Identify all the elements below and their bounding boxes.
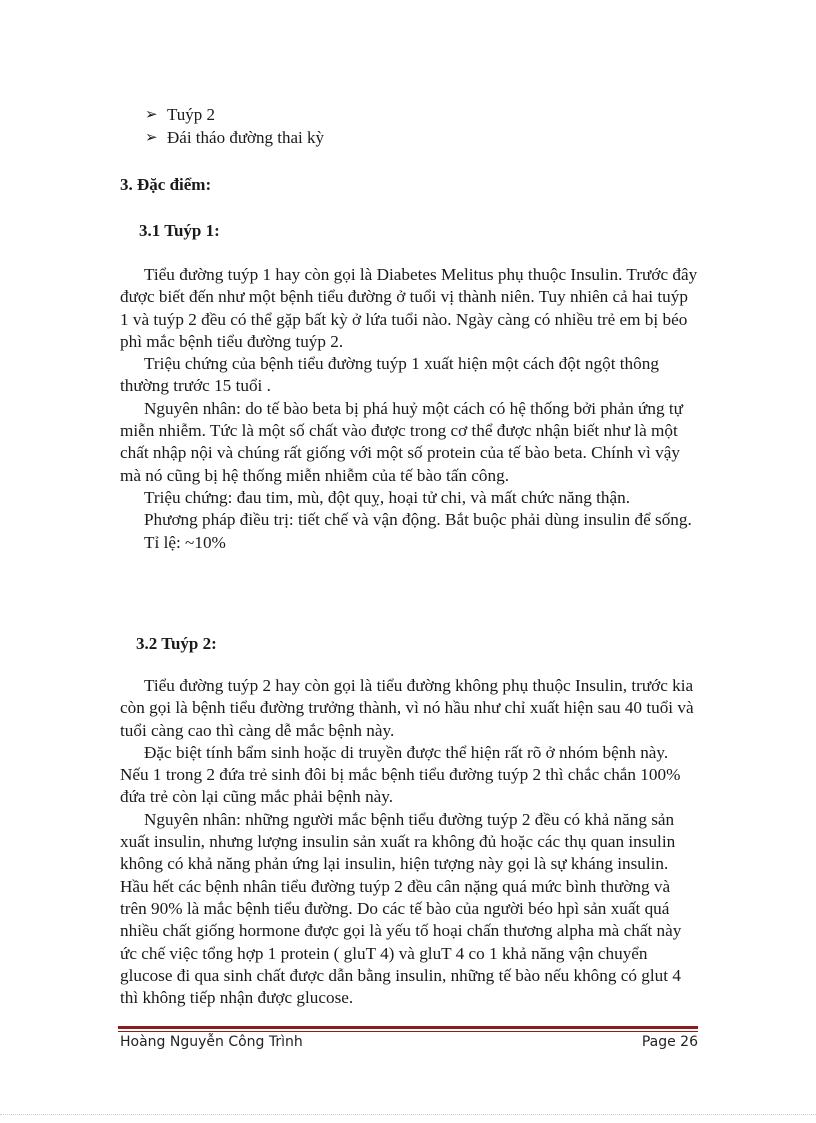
paragraph: Tiểu đường tuýp 1 hay còn gọi là Diabetes Melitus phụ thuộc Insulin. Trước đây được biết đến như một bệnh tiểu đường ở tuổi vị thành niên. Tuy nhiên cả hai tuýp 1 và tuýp 2 đều có thể gặp bất kỳ ở lứa tuổi nào. Ngày càng có nhiều trẻ em bị béo phì mắc bệnh tiểu đường tuýp 2. bbox=[120, 265, 698, 351]
paragraph: Triệu chứng của bệnh tiểu đường tuýp 1 xuất hiện một cách đột ngột thông thường trước 15 tuổi . bbox=[120, 354, 659, 396]
paragraph: Nguyên nhân: những người mắc bệnh tiểu đường tuýp 2 đều có khả năng sản xuất insulin, nhưng lượng insulin sản xuất ra không đủ hoặc các thụ quan insulin không có khả năng phản ứng lại insulin, hiện tượng này gọi là sự kháng insulin. Hầu hết các bệnh nhân tiểu đường tuýp 2 đều cân nặng quá mức bình thường và trên 90% là mắc bệnh tiểu đường. Do các tế bào của người béo hpì sản xuất quá nhiều chất giống hormone được gọi là yếu tố hoại chấn thương alpha mà chất này ức chế việc tổng hợp 1 protein ( gluT 4) và gluT 4 co 1 khả năng vận chuyển glucose đi qua sinh chất được dẫn bằng insulin, những tế bào nếu không có glut 4 thì không tiếp nhận được glucose. bbox=[120, 809, 682, 1008]
type2-body bbox=[120, 675, 700, 1009]
footer-author: Hoàng Nguyễn Công Trình bbox=[120, 1034, 303, 1050]
paragraph: Triệu chứng: đau tim, mù, đột quỵ, hoại tử chi, và mất chức năng thận. bbox=[144, 487, 631, 507]
subsection-heading-type2: 3.2 Tuýp 2: bbox=[136, 634, 217, 653]
type1-body bbox=[120, 264, 700, 554]
paragraph: Đặc biệt tính bẩm sinh hoặc di truyền được thể hiện rất rõ ở nhóm bệnh này. Nếu 1 trong 2 đứa trẻ sinh đôi bị mắc bệnh tiểu đường tuýp 2 thì chắc chắn 100% đứa trẻ còn lại cũng mắc phải bệnh này. bbox=[120, 742, 681, 807]
list-item-text: Đái tháo đường thai kỳ bbox=[167, 128, 325, 147]
page-number: Page 26 bbox=[641, 1034, 698, 1050]
list-item bbox=[145, 104, 215, 126]
list-item-text: Tuýp 2 bbox=[167, 105, 216, 124]
section-heading: 3. Đặc điểm: bbox=[120, 175, 212, 194]
paragraph: Phương pháp điều trị: tiết chế và vận động. Bắt buộc phải dùng insulin để sống. bbox=[144, 510, 692, 530]
paragraph: Tiểu đường tuýp 2 hay còn gọi là tiểu đường không phụ thuộc Insulin, trước kia còn gọi là bệnh tiểu đường trưởng thành, vì nó hầu như chỉ xuất hiện sau 40 tuổi và tuổi càng cao thì càng dễ mắc bệnh này. bbox=[120, 676, 694, 740]
arrow-bullet-icon: ➢ bbox=[145, 130, 158, 146]
paragraph: Tỉ lệ: ~10% bbox=[144, 532, 226, 552]
footer-rule-thin bbox=[118, 1031, 698, 1032]
subsection-heading-type1: 3.1 Tuýp 1: bbox=[139, 221, 220, 240]
paragraph: Nguyên nhân: do tế bào beta bị phá huỷ một cách có hệ thống bởi phản ứng tự miễn nhiễm. Tức là một số chất vào được trong cơ thể được nhận biết như là một chất nhập nội và chúng rất giống với một số protein của tế bào beta. Chính vì vậy mà nó cũng bị hệ thống miễn nhiễm của tế bào tấn công. bbox=[120, 398, 683, 485]
list-item bbox=[145, 127, 324, 149]
footer-rule bbox=[118, 1026, 698, 1029]
page-footer bbox=[120, 1034, 698, 1050]
arrow-bullet-icon: ➢ bbox=[145, 107, 158, 123]
page-edge-divider bbox=[0, 1114, 816, 1115]
